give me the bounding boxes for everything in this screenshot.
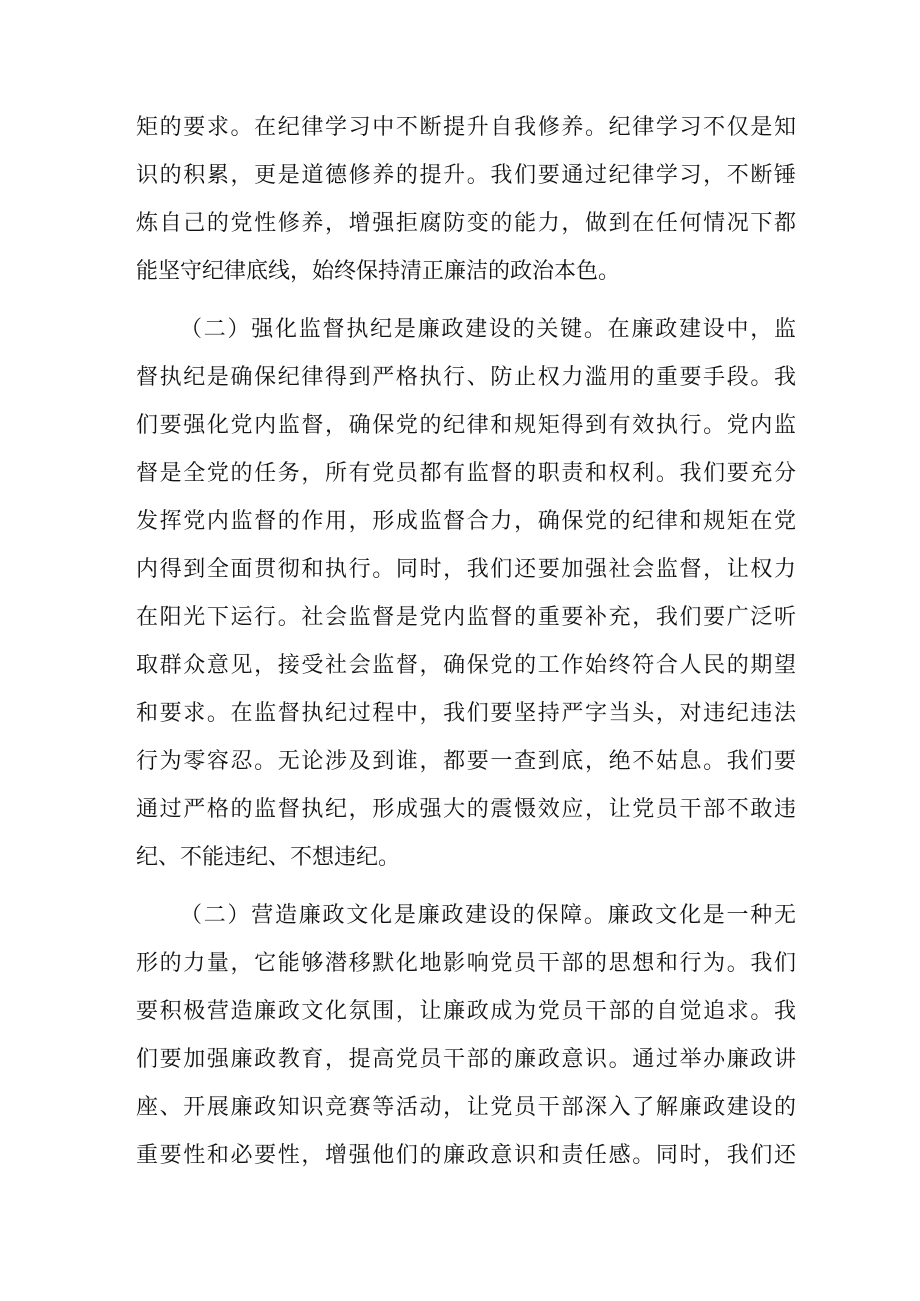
text-line: 行为零容忍。无论涉及到谁，都要一查到底，绝不姑息。我们要 (136, 749, 796, 774)
text-line: 发挥党内监督的作用，形成监督合力，确保党的纪律和规矩在党 (136, 509, 796, 534)
text-line: 督执纪是确保纪律得到严格执行、防止权力滥用的重要手段。我 (136, 365, 796, 390)
text-line: 矩的要求。在纪律学习中不断提升自我修养。纪律学习不仅是知 (136, 115, 796, 140)
text-line: 要积极营造廉政文化氛围，让廉政成为党员干部的自觉追求。我 (136, 999, 796, 1024)
paragraph-integrity-culture (136, 892, 796, 1180)
paragraph-discipline-learning (136, 104, 796, 296)
text-line: 纪、不能违纪、不想违纪。 (136, 845, 401, 870)
text-line: 们要强化党内监督，确保党的纪律和规矩得到有效执行。党内监 (136, 413, 796, 438)
text-line: 内得到全面贯彻和执行。同时，我们还要加强社会监督，让权力 (136, 557, 796, 582)
text-line: 识的积累，更是道德修养的提升。我们要通过纪律学习，不断锤 (136, 163, 796, 188)
text-line: 们要加强廉政教育，提高党员干部的廉政意识。通过举办廉政讲 (136, 1047, 796, 1072)
text-line: （二）强化监督执纪是廉政建设的关键。在廉政建设中，监 (180, 317, 796, 342)
text-line: 取群众意见，接受社会监督，确保党的工作始终符合人民的期望 (136, 653, 796, 678)
paragraph-supervision (136, 306, 796, 882)
text-line: 督是全党的任务，所有党员都有监督的职责和权利。我们要充分 (136, 461, 796, 486)
text-line: 炼自己的党性修养，增强拒腐防变的能力，做到在任何情况下都 (136, 211, 796, 236)
text-line: 和要求。在监督执纪过程中，我们要坚持严字当头，对违纪违法 (136, 701, 796, 726)
text-line: （二）营造廉政文化是廉政建设的保障。廉政文化是一种无 (180, 903, 796, 928)
text-line: 能坚守纪律底线，始终保持清正廉洁的政治本色。 (136, 259, 621, 284)
text-line: 形的力量，它能够潜移默化地影响党员干部的思想和行为。我们 (136, 951, 796, 976)
text-line: 在阳光下运行。社会监督是党内监督的重要补充，我们要广泛听 (136, 605, 796, 630)
text-line: 重要性和必要性，增强他们的廉政意识和责任感。同时，我们还 (136, 1143, 796, 1168)
text-line: 通过严格的监督执纪，形成强大的震慑效应，让党员干部不敢违 (136, 797, 796, 822)
text-line: 座、开展廉政知识竞赛等活动，让党员干部深入了解廉政建设的 (136, 1095, 796, 1120)
